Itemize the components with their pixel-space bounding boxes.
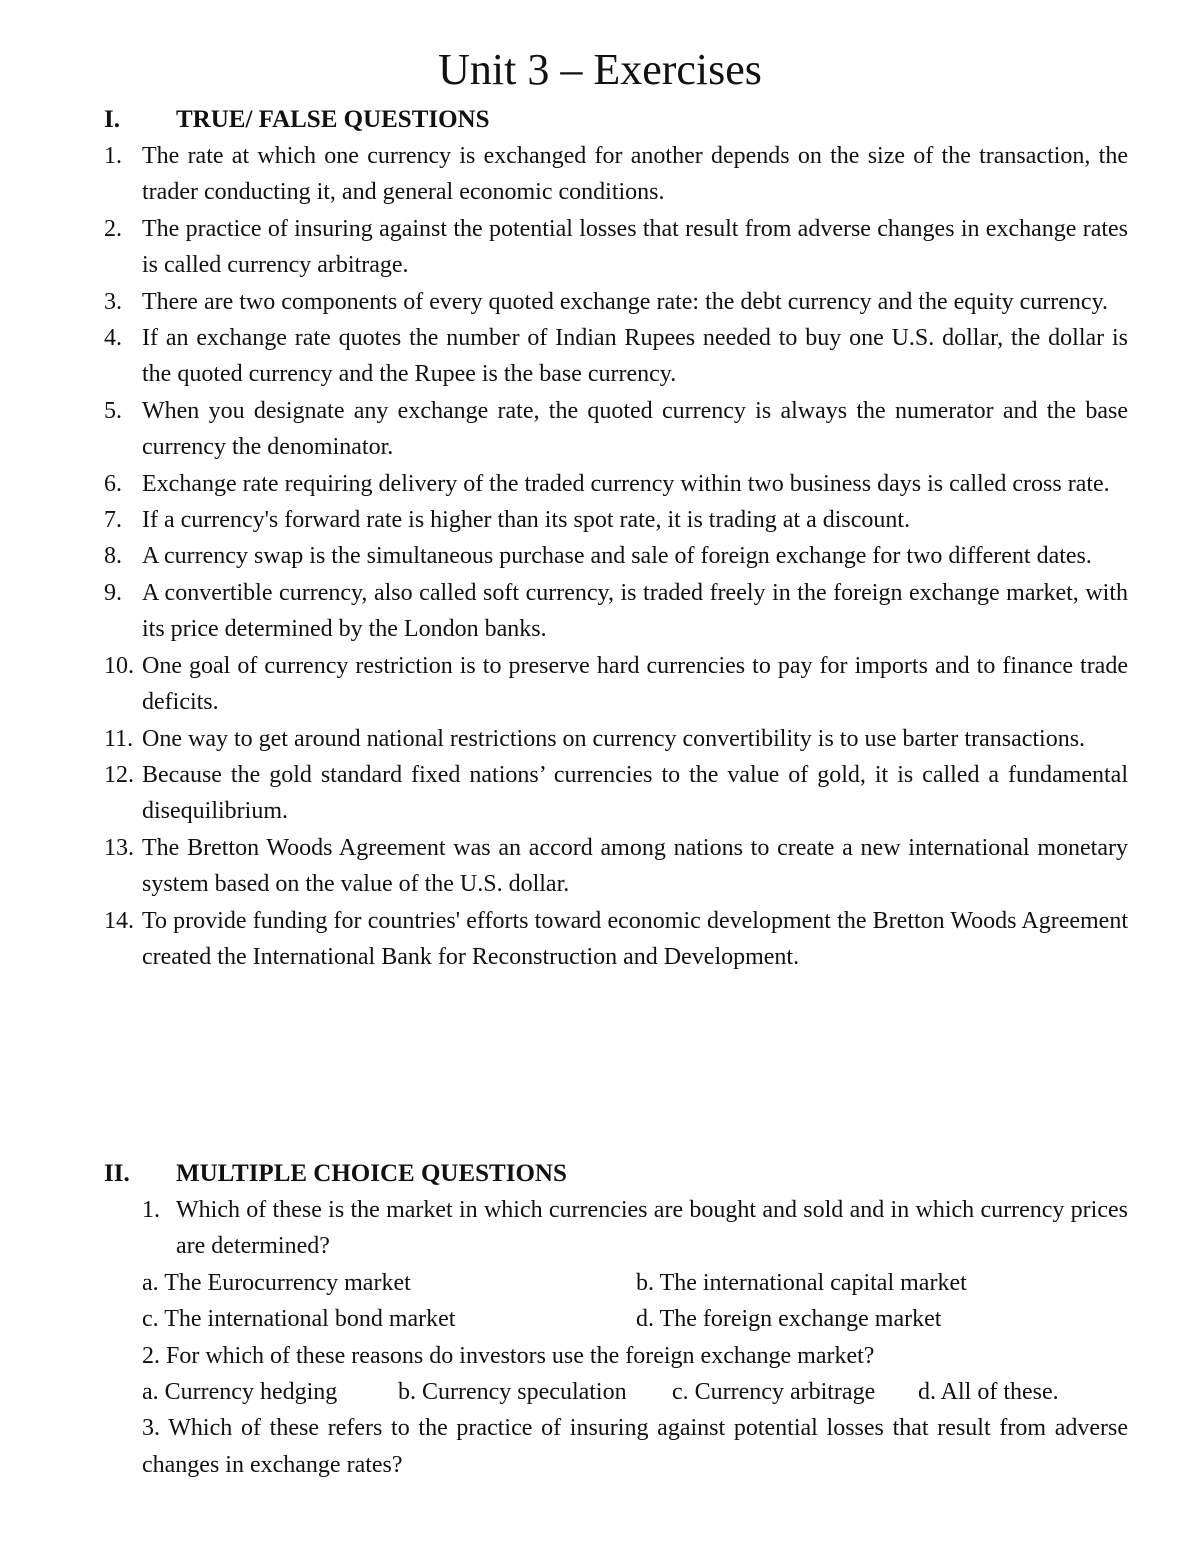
item-number: 14. [104, 907, 134, 934]
question-3: 3. Which of these refers to the practice of insuring against potential losses that result from adverse changes in exchange rates? [142, 1415, 1128, 1478]
question-text: Which of these is the market in which currencies are bought and sold and in which currency prices are determined? [176, 1197, 1128, 1260]
answer-row [0, 1374, 1200, 1410]
item-number: 8. [104, 543, 122, 570]
page-title: Unit 3 – Exercises [438, 45, 762, 94]
true-false-list [0, 138, 1200, 975]
item-number: 13. [104, 834, 134, 861]
answer-row [0, 1301, 1200, 1337]
answer-option-d: d. The foreign exchange market [636, 1306, 942, 1333]
list-item [0, 211, 1128, 284]
list-item [0, 138, 1128, 211]
item-text: The practice of insuring against the potential losses that result from adverse changes in exchange rates is called currency arbitrage. [142, 215, 1128, 279]
item-text: The Bretton Woods Agreement was an accord among nations to create a new international monetary system based on the value of the U.S. dollar. [142, 834, 1128, 898]
list-item [0, 466, 1128, 502]
list-item [0, 393, 1128, 466]
item-text: Exchange rate requiring delivery of the traded currency within two business days is called cross rate. [142, 470, 1110, 497]
list-item [0, 757, 1128, 830]
item-number: 5. [104, 397, 122, 424]
section-number: I. [104, 106, 120, 133]
item-text: If a currency's forward rate is higher than its spot rate, it is trading at a discount. [142, 507, 911, 534]
item-number: 9. [104, 579, 122, 606]
answer-option-b: b. The international capital market [636, 1269, 967, 1296]
list-item [0, 502, 1128, 538]
answer-option-c: c. Currency arbitrage [672, 1379, 876, 1405]
item-number: 7. [104, 507, 122, 534]
item-text: The rate at which one currency is exchanged for another depends on the size of the transaction, the trader conducting it, and general economic conditions. [142, 143, 1128, 206]
answer-option-a: a. The Eurocurrency market [142, 1269, 411, 1296]
item-text: A currency swap is the simultaneous purchase and sale of foreign exchange for two different dates. [142, 543, 1092, 570]
list-item [0, 903, 1128, 976]
section-title: MULTIPLE CHOICE QUESTIONS [176, 1160, 567, 1187]
item-number: 6. [104, 470, 122, 497]
item-text: One way to get around national restrictions on currency convertibility is to use barter transactions. [142, 725, 1086, 752]
item-number: 3. [104, 288, 122, 315]
list-item [0, 830, 1128, 903]
list-item [0, 575, 1128, 648]
section-title: TRUE/ FALSE QUESTIONS [176, 106, 490, 133]
section-number: II. [104, 1160, 130, 1187]
item-text: Because the gold standard fixed nations’ currencies to the value of gold, it is called a fundamental disequilibrium. [142, 761, 1128, 825]
item-text: To provide funding for countries' efforts toward economic development the Bretton Woods Agreement created the International Bank for Reconstruction and Development. [142, 907, 1128, 970]
question-1 [0, 1192, 1128, 1265]
answer-option-a: a. Currency hedging [142, 1379, 338, 1405]
list-item [0, 320, 1128, 393]
answer-row [0, 1265, 1200, 1301]
list-item [0, 648, 1128, 721]
answer-option-d: d. All of these. [918, 1379, 1059, 1405]
list-item [0, 538, 1128, 574]
item-text: When you designate any exchange rate, the quoted currency is always the numerator and the base currency the denominator. [142, 397, 1128, 461]
list-item [0, 721, 1128, 757]
item-text: A convertible currency, also called soft currency, is traded freely in the foreign exchange market, with its price determined by the London banks. [142, 579, 1128, 643]
item-number: 11. [104, 725, 134, 752]
item-text: If an exchange rate quotes the number of Indian Rupees needed to buy one U.S. dollar, the dollar is the quoted currency and the Rupee is the base currency. [142, 325, 1128, 388]
item-number: 10. [104, 652, 134, 679]
item-text: One goal of currency restriction is to preserve hard currencies to pay for imports and to finance trade deficits. [142, 652, 1128, 716]
answer-option-b: b. Currency speculation [398, 1379, 627, 1405]
item-number: 2. [104, 215, 122, 242]
section-heading-true-false [104, 102, 490, 138]
item-number: 1. [142, 1197, 160, 1223]
question-2: 2. For which of these reasons do investors use the foreign exchange market? [142, 1342, 875, 1369]
answer-option-c: c. The international bond market [142, 1306, 456, 1333]
section-heading-multiple-choice [104, 1156, 567, 1192]
multiple-choice-section [0, 1192, 1200, 1483]
item-number: 4. [104, 325, 122, 352]
item-number: 12. [104, 761, 134, 788]
item-text: There are two components of every quoted exchange rate: the debt currency and the equity currency. [142, 288, 1109, 315]
list-item [0, 284, 1128, 320]
item-number: 1. [104, 143, 122, 169]
